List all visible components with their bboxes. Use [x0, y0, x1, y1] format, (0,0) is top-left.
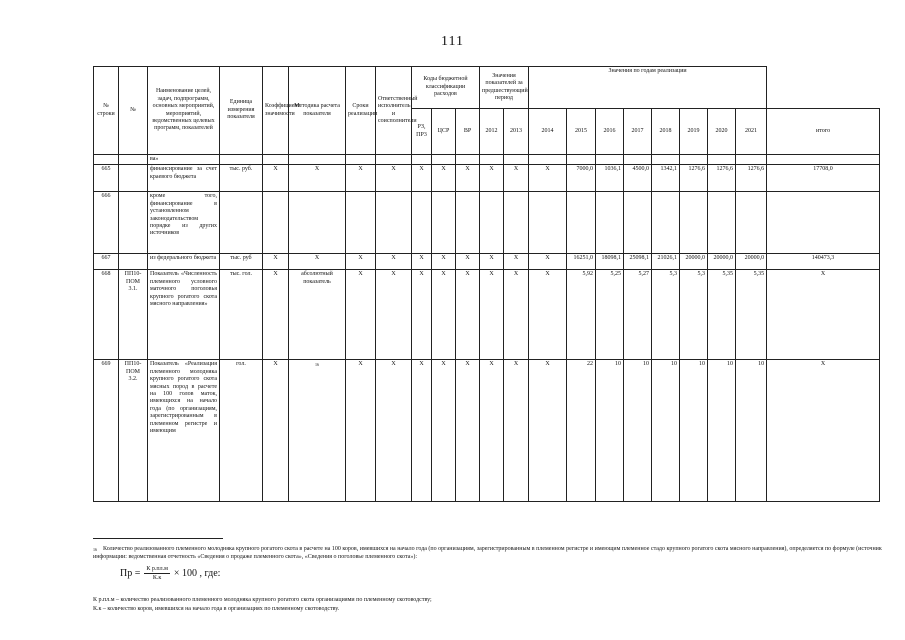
row-year-value: X	[529, 165, 567, 192]
row-year-value: 10	[708, 360, 736, 502]
row-terms: X	[346, 254, 376, 270]
header-unit: Единица измерения показателя	[220, 67, 263, 155]
row-method	[289, 192, 346, 254]
row-number: 665	[94, 165, 119, 192]
row-year-value: 4500,0	[624, 165, 652, 192]
table-row	[94, 360, 880, 502]
table-row	[94, 192, 880, 254]
row-year-value: 10	[624, 360, 652, 502]
row-method: 16	[289, 360, 346, 502]
row-vr: X	[456, 360, 480, 502]
row-year-value: 20000,0	[708, 254, 736, 270]
row-number: 666	[94, 192, 119, 254]
row-year-value: 1276,6	[708, 165, 736, 192]
row-code	[119, 155, 148, 165]
row-number: 668	[94, 270, 119, 360]
row-year-value	[596, 192, 624, 254]
row-year-value: 18098,1	[596, 254, 624, 270]
row-year-value: 10	[736, 360, 767, 502]
formula-fraction	[144, 565, 170, 582]
row-year-value: 1276,6	[736, 165, 767, 192]
row-rzpr	[412, 155, 432, 165]
header-year: 2018	[652, 109, 680, 155]
row-year-value: 5,3	[680, 270, 708, 360]
row-total: 140473,3	[767, 254, 880, 270]
row-resp	[376, 155, 412, 165]
row-year-value	[624, 192, 652, 254]
row-year-value	[652, 192, 680, 254]
row-year-value: X	[480, 270, 504, 360]
row-year-value	[652, 155, 680, 165]
header-year: 2020	[708, 109, 736, 155]
row-resp: X	[376, 165, 412, 192]
row-number: 667	[94, 254, 119, 270]
row-name: ва»	[148, 155, 220, 165]
row-total: X	[767, 270, 880, 360]
row-rzpr: X	[412, 360, 432, 502]
row-name: из федерального бюджета	[148, 254, 220, 270]
row-csr: X	[432, 165, 456, 192]
header-no: №	[119, 67, 148, 155]
row-rzpr: X	[412, 165, 432, 192]
row-unit	[220, 155, 263, 165]
row-year-value: X	[504, 165, 529, 192]
row-year-value: 5,3	[652, 270, 680, 360]
row-year-value	[480, 192, 504, 254]
row-year-value	[504, 192, 529, 254]
header-name: Наименование целей, задач, подпрограмм, основных мероприятий, мероприятий, ведомственных целевых программ, показателей	[148, 67, 220, 155]
row-csr: X	[432, 360, 456, 502]
row-vr	[456, 155, 480, 165]
row-code	[119, 254, 148, 270]
indicators-table	[93, 66, 880, 502]
row-csr: X	[432, 270, 456, 360]
row-year-value	[624, 155, 652, 165]
formula-denominator: К.к	[152, 575, 162, 581]
row-year-value: X	[504, 254, 529, 270]
formula-numerator: К р.пл.м	[146, 566, 168, 572]
row-coef: X	[263, 270, 289, 360]
row-resp: X	[376, 254, 412, 270]
row-terms: X	[346, 165, 376, 192]
definition-2: К.к – количество коров, имевшихся на начало года в организациях по племенному скотоводству.	[93, 606, 340, 612]
header-total: итого	[767, 109, 880, 155]
formula-right: × 100 , где:	[173, 568, 221, 579]
header-year: 2013	[504, 109, 529, 155]
row-vr: X	[456, 254, 480, 270]
row-year-value: 1342,1	[652, 165, 680, 192]
header-year: 2019	[680, 109, 708, 155]
row-year-value: X	[480, 165, 504, 192]
header-prev-period: Значения показателей за предшествующий период	[480, 67, 529, 109]
table-row	[94, 155, 880, 165]
row-year-value: 1276,6	[680, 165, 708, 192]
row-year-value: X	[529, 270, 567, 360]
row-year-value: 10	[680, 360, 708, 502]
row-rzpr: X	[412, 270, 432, 360]
row-method: X	[289, 165, 346, 192]
row-coef: X	[263, 360, 289, 502]
row-name: кроме того, финансирование в установленном законодательством порядке из других источников	[148, 192, 220, 254]
row-code: ПП10-ПОМ 3.2.	[119, 360, 148, 502]
header-vr: ВР	[456, 109, 480, 155]
row-coef: X	[263, 254, 289, 270]
row-terms: X	[346, 360, 376, 502]
row-terms	[346, 155, 376, 165]
row-year-value: 5,27	[624, 270, 652, 360]
footnote-body: Количество реализованного племенного молодняка крупного рогатого скота в расчете на 100 коров, имевшихся на начало года (по организациям, зарегистрированным в племенном регистре и имеющим племенное стадо крупного рогатого скота мясного направления), определяется по формуле (источник информации: ведомственная отчетность «Сведения о продаже племенного скота», «Сведения о поголовье племенного скота»):	[93, 546, 882, 560]
header-budget-codes: Коды бюджетной классификации расходов	[412, 67, 480, 109]
row-year-value: 20000,0	[736, 254, 767, 270]
row-code	[119, 192, 148, 254]
row-coef	[263, 192, 289, 254]
row-csr: X	[432, 254, 456, 270]
row-year-value: 1036,1	[596, 165, 624, 192]
header-terms: Сроки реализации	[346, 67, 376, 155]
row-year-value	[504, 155, 529, 165]
row-year-value: 22	[567, 360, 596, 502]
row-year-value	[529, 155, 567, 165]
row-total: 17708,0	[767, 165, 880, 192]
row-method	[289, 155, 346, 165]
row-vr	[456, 192, 480, 254]
row-number	[94, 155, 119, 165]
row-year-value: X	[504, 270, 529, 360]
row-year-value	[567, 155, 596, 165]
header-year: 2015	[567, 109, 596, 155]
footnote-mark: 16	[93, 547, 97, 552]
row-resp	[376, 192, 412, 254]
header-year: 2012	[480, 109, 504, 155]
row-year-value: X	[480, 360, 504, 502]
row-rzpr	[412, 192, 432, 254]
row-name: Показатель «Реализация племенного молодняка крупного рогатого скота мясных пород в расчете на 100 голов маток, имеющихся на начало года (по организациям, зарегистрированным в племенном регистре и имеющим	[148, 360, 220, 502]
row-year-value	[680, 192, 708, 254]
header-row-no: № строки	[94, 67, 119, 155]
formula-left: Пр =	[120, 568, 141, 579]
row-year-value: 25098,1	[624, 254, 652, 270]
table-row	[94, 254, 880, 270]
header-method: Методика расчета показателя	[289, 67, 346, 155]
row-year-value	[680, 155, 708, 165]
row-year-value	[736, 155, 767, 165]
row-year-value: X	[480, 254, 504, 270]
header-rzpr: РЗ, ПР3	[412, 109, 432, 155]
header-csr: ЦСР	[432, 109, 456, 155]
row-method: X	[289, 254, 346, 270]
row-year-value: X	[529, 360, 567, 502]
row-year-value: 10	[596, 360, 624, 502]
row-unit	[220, 192, 263, 254]
row-year-value: 16251,0	[567, 254, 596, 270]
table-row	[94, 165, 880, 192]
row-year-value	[708, 192, 736, 254]
row-year-value: 20000,0	[680, 254, 708, 270]
page-number: 111	[441, 34, 464, 49]
row-resp: X	[376, 360, 412, 502]
row-code	[119, 165, 148, 192]
header-years-group: Значения по годам реализации	[529, 67, 767, 109]
row-year-value	[596, 155, 624, 165]
row-name: финансирование за счет краевого бюджета	[148, 165, 220, 192]
header-year: 2014	[529, 109, 567, 155]
row-method: абсолютный показатель	[289, 270, 346, 360]
row-year-value: 5,25	[596, 270, 624, 360]
row-total	[767, 155, 880, 165]
footnote-separator	[93, 538, 223, 539]
row-vr: X	[456, 165, 480, 192]
row-terms	[346, 192, 376, 254]
row-year-value	[529, 192, 567, 254]
row-unit: тыс. гол.	[220, 270, 263, 360]
row-year-value	[708, 155, 736, 165]
row-name: Показатель «Численность племенного условного маточного поголовья крупного рогатого скота мясного направления»	[148, 270, 220, 360]
row-coef: X	[263, 165, 289, 192]
row-csr	[432, 192, 456, 254]
row-year-value	[736, 192, 767, 254]
row-year-value: 5,92	[567, 270, 596, 360]
row-total	[767, 192, 880, 254]
row-resp: X	[376, 270, 412, 360]
header-coef: Коэффициент значимости	[263, 67, 289, 155]
header-year: 2017	[624, 109, 652, 155]
footnote-text	[93, 546, 883, 561]
row-year-value: 21026,1	[652, 254, 680, 270]
row-year-value: X	[504, 360, 529, 502]
row-year-value: 5,35	[708, 270, 736, 360]
definition-1: К р.пл.м – количество реализованного племенного молодняка крупного рогатого скота организациями по племенному скотоводству;	[93, 597, 432, 603]
table-row	[94, 270, 880, 360]
row-unit: тыс. руб	[220, 254, 263, 270]
row-code: ПП10-ПОМ 3.1.	[119, 270, 148, 360]
formula	[120, 565, 220, 582]
row-year-value	[567, 192, 596, 254]
row-year-value: 10	[652, 360, 680, 502]
row-total: X	[767, 360, 880, 502]
row-year-value	[480, 155, 504, 165]
row-rzpr: X	[412, 254, 432, 270]
header-year: 2016	[596, 109, 624, 155]
row-csr	[432, 155, 456, 165]
row-unit: тыс. руб.	[220, 165, 263, 192]
row-terms: X	[346, 270, 376, 360]
row-number: 669	[94, 360, 119, 502]
header-year: 2021	[736, 109, 767, 155]
row-year-value: 5,35	[736, 270, 767, 360]
row-year-value: X	[529, 254, 567, 270]
row-year-value: 7000,0	[567, 165, 596, 192]
row-vr: X	[456, 270, 480, 360]
header-resp: Ответственный исполнитель и соисполнители	[376, 67, 412, 155]
row-coef	[263, 155, 289, 165]
row-unit: гол.	[220, 360, 263, 502]
